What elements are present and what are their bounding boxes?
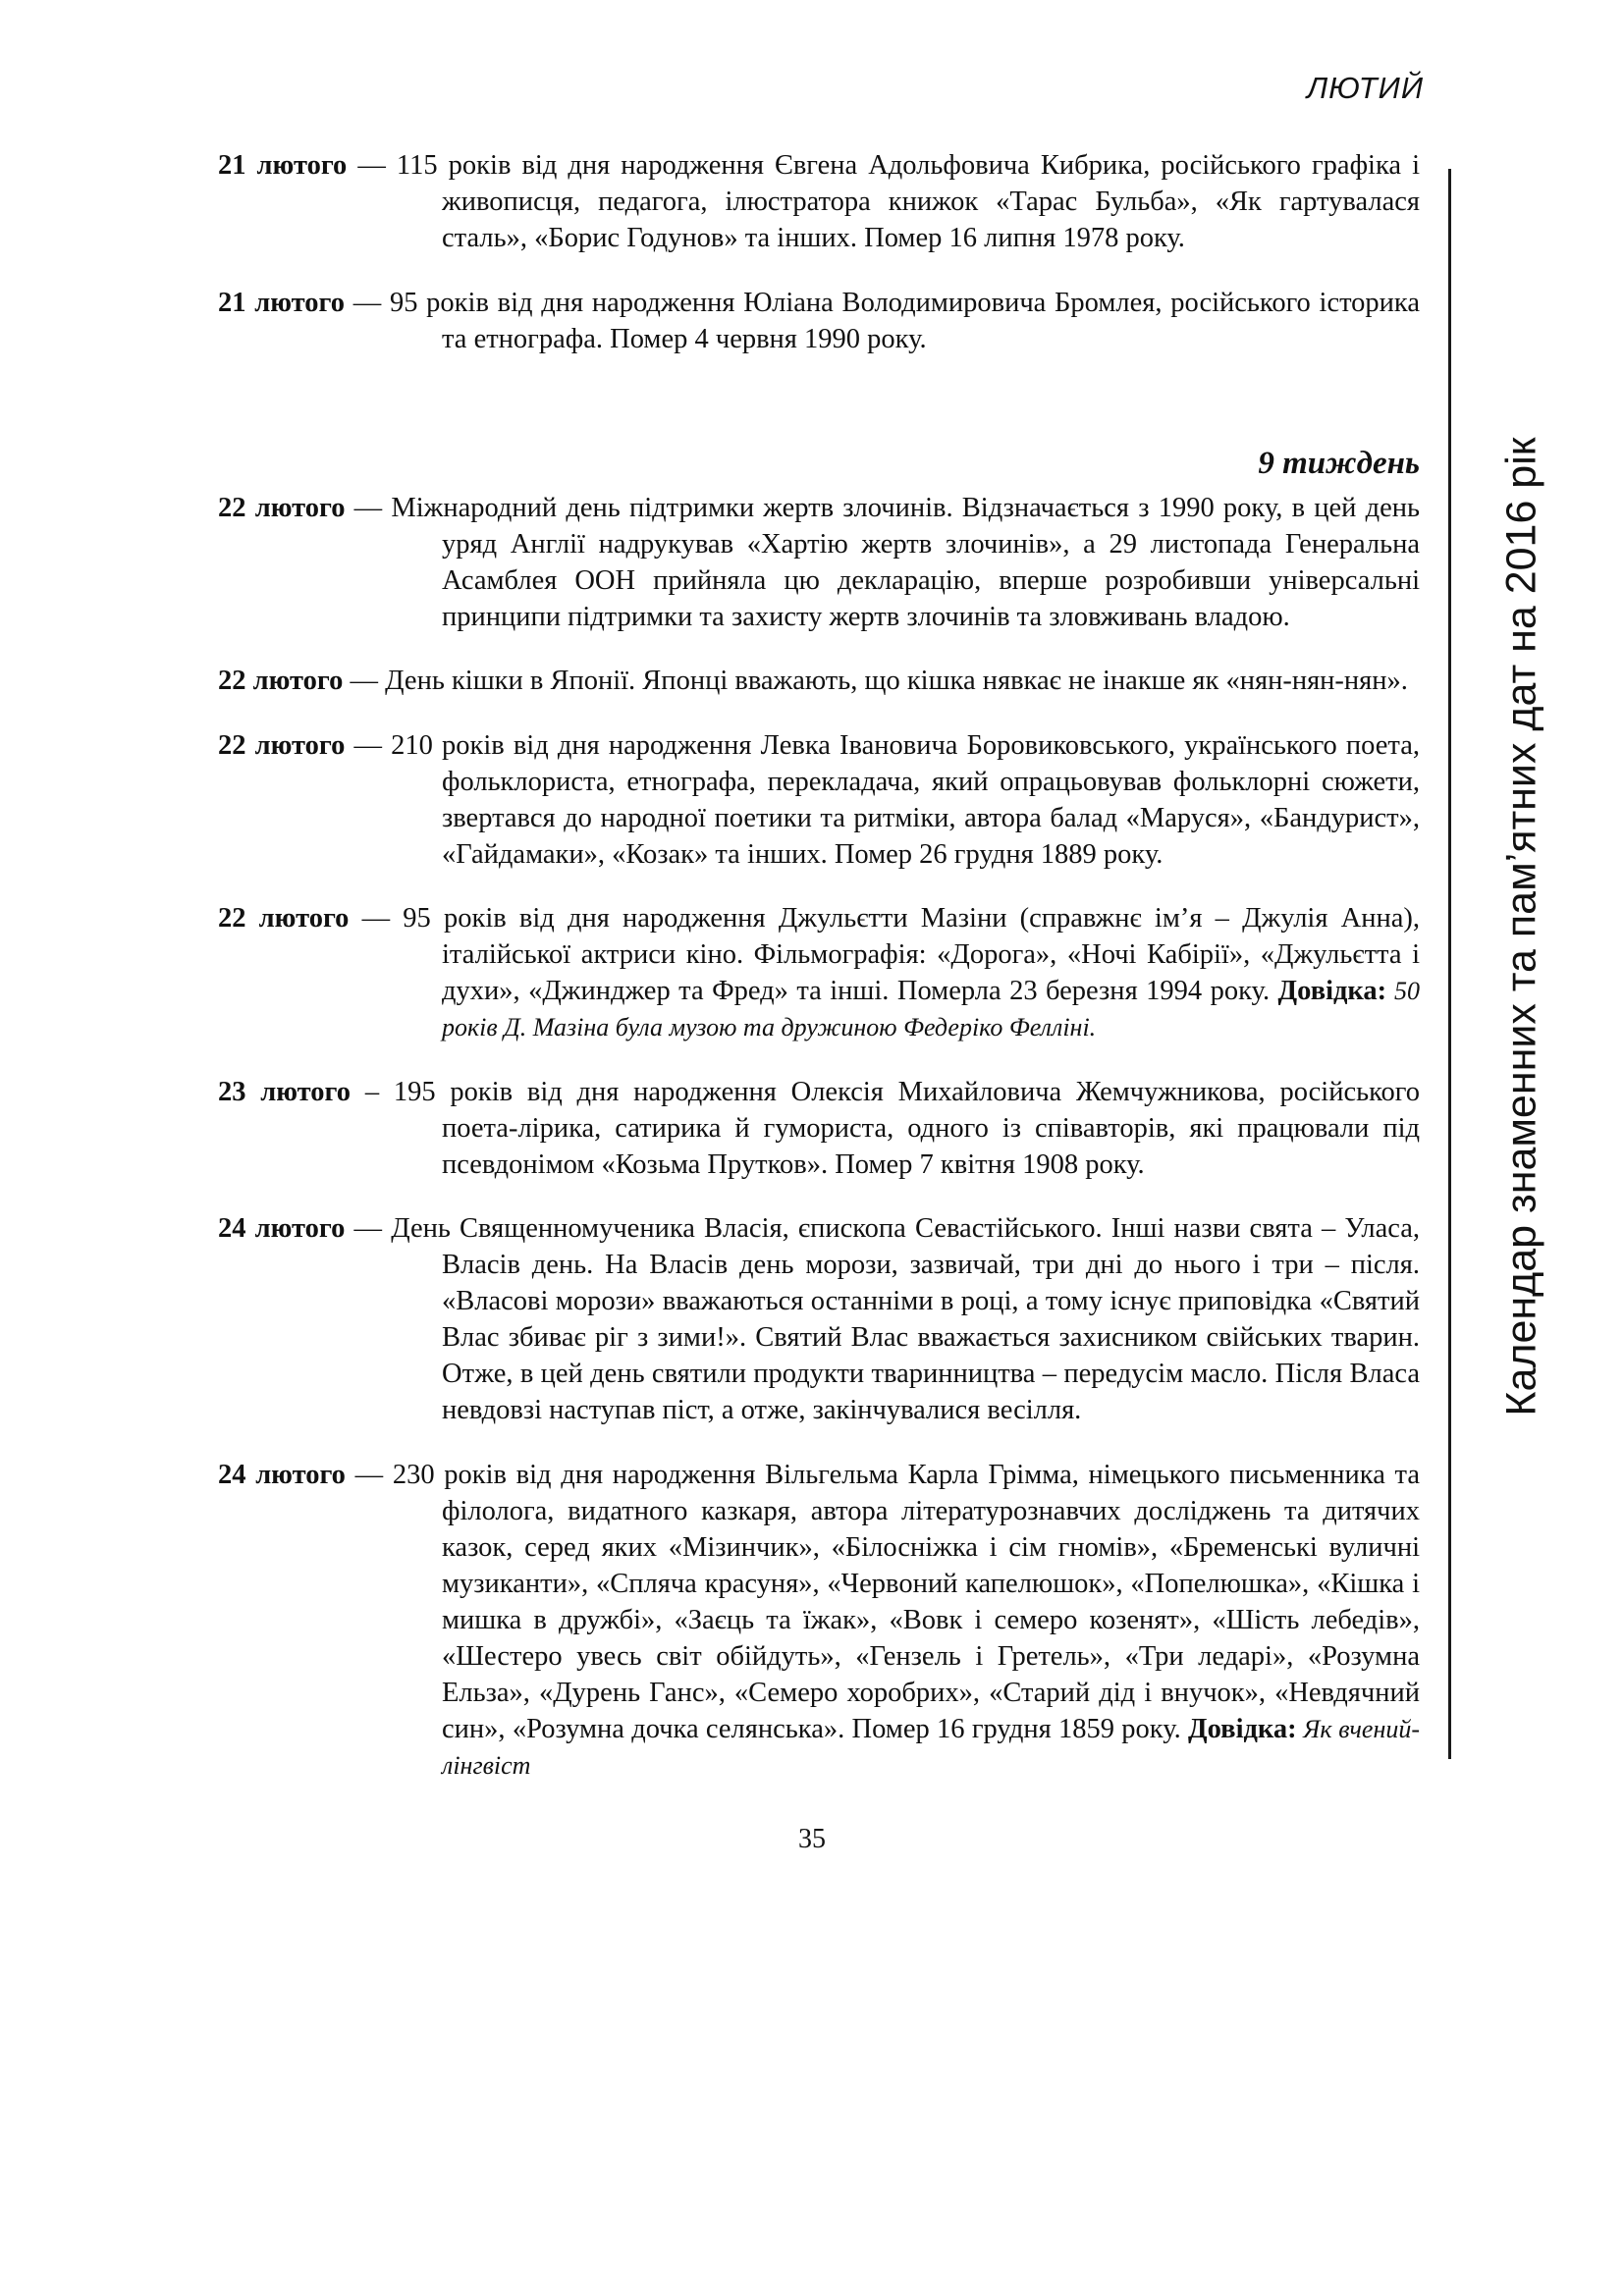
- side-book-title: Календар знаменних та пам’ятних дат на 2016 рік: [1497, 437, 1545, 1416]
- entry-text: — День Священномученика Власія, єпископа Севастійського. Інші назви свята – Уласа, Власів день. На Власів день морози, зазвичай, три дні до нього і три – після. «Власові морози» вважаються останніми в році, а тому існує приповідка «Святий Влас збиває ріг з зими!». Святий Влас вважається захисником свійських тварин. Отже, в цей день святили продукти тваринництва – передусім масло. Після Власа невдовзі наступав піст, а отже, закінчувалися весілля.: [345, 1213, 1421, 1425]
- reference-text: 50 років Д. Мазіна була музою та дружиною Федеріко Фелліні.: [442, 977, 1420, 1041]
- calendar-entry: [218, 490, 1420, 635]
- entry-date: 22 лютого: [218, 903, 350, 934]
- calendar-entry: [218, 900, 1420, 1045]
- page-number: 35: [798, 1824, 826, 1854]
- entry-date: 21 лютого: [218, 287, 345, 318]
- entry-text: — 95 років від дня народження Джульєтти Мазіни (справжнє ім’я – Джулія Анна), італійської актриси кіно. Фільмографія: «Дорога», «Ночі Кабірії», «Джульєтта і духи», «Джинджер та Фред» та інші. Померла 23 березня 1994 року.: [349, 903, 1420, 1006]
- calendar-entry: [218, 663, 1420, 699]
- running-header-month: ЛЮТИЙ: [1306, 71, 1424, 105]
- entry-text: – 195 років від дня народження Олексія Михайловича Жемчужникова, російського поета-лірика, сатирика й гумориста, одного із співавторів, які працювали під псевдонімом «Козьма Прутков». Помер 7 квітня 1908 року.: [351, 1076, 1420, 1180]
- entry-text: — 115 років від дня народження Євгена Адольфовича Кибрика, російського графіка і живописця, педагога, ілюстратора книжок «Тарас Бульба», «Як гартувалася сталь», «Борис Годунов» та інших. Помер 16 липня 1978 року.: [347, 150, 1421, 253]
- entry-date: 23 лютого: [218, 1076, 352, 1107]
- calendar-entry: [218, 1074, 1420, 1183]
- reference-label: Довідка:: [1277, 976, 1387, 1006]
- entry-date: 24 лютого: [218, 1459, 346, 1490]
- entry-text: — 95 років від дня народження Юліана Володимировича Бромлея, російського історика та етнографа. Помер 4 червня 1990 року.: [344, 287, 1420, 354]
- entry-date: 24 лютого: [218, 1213, 346, 1244]
- calendar-content: [218, 147, 1420, 1787]
- reference-label: Довідка:: [1188, 1713, 1297, 1744]
- entry-text: — Міжнародний день підтримки жертв злочинів. Відзначається з 1990 року, в цей день уряд Англії надрукував «Хартію жертв злочинів», а 29 листопада Генеральна Асамблея ООН прийняла цю декларацію, вперше розробивши універсальні принципи підтримки та захисту жертв злочинів та зловживань владою.: [345, 492, 1420, 632]
- entry-text: — 230 років від дня народження Вільгельма Карла Грімма, німецького письменника та філолога, видатного казкаря, автора літературознавчих досліджень та дитячих казок, серед яких «Мізинчик», «Білосніжка і сім гномів», «Бременські вуличні музиканти», «Спляча красуня», «Червоний капелюшок», «Попелюшка», «Кішка і мишка в дружбі», «Заєць та їжак», «Вовк і семеро козенят», «Шість лебедів», «Шестеро увесь світ обійдуть», «Гензель і Гретель», «Три ледарі», «Розумна Ельза», «Дурень Ганс», «Семеро хоробрих», «Старий дід і внучок», «Невдячний син», «Розумна дочка селянська». Помер 16 грудня 1859 року.: [345, 1459, 1420, 1744]
- entry-text: — День кішки в Японії. Японці вважають, що кішка нявкає не інакше як «нян-нян-нян».: [343, 666, 1408, 696]
- calendar-entry: [218, 1210, 1420, 1428]
- calendar-entry: [218, 727, 1420, 873]
- calendar-entry: [218, 147, 1420, 256]
- entry-date: 22 лютого: [218, 729, 346, 761]
- reference-text: Як вчений-лінгвіст: [442, 1714, 1421, 1780]
- week-heading: 9 тиждень: [1258, 445, 1420, 481]
- side-vertical-rule: [1448, 169, 1451, 1759]
- entry-date: 22 лютого: [218, 492, 346, 523]
- entry-date: 21 лютого: [218, 150, 348, 181]
- calendar-entry: [218, 285, 1420, 357]
- calendar-entry: [218, 1457, 1420, 1784]
- entry-date: 22 лютого: [218, 666, 344, 696]
- entry-text: — 210 років від дня народження Левка Івановича Боровиковського, українського поета, фольклориста, етнографа, перекладача, який опрацьовував фольклорні сюжети, звертався до народної поетики та ритміки, автора балад «Маруся», «Бандурист», «Гайдамаки», «Козак» та інших. Помер 26 грудня 1889 року.: [345, 729, 1420, 870]
